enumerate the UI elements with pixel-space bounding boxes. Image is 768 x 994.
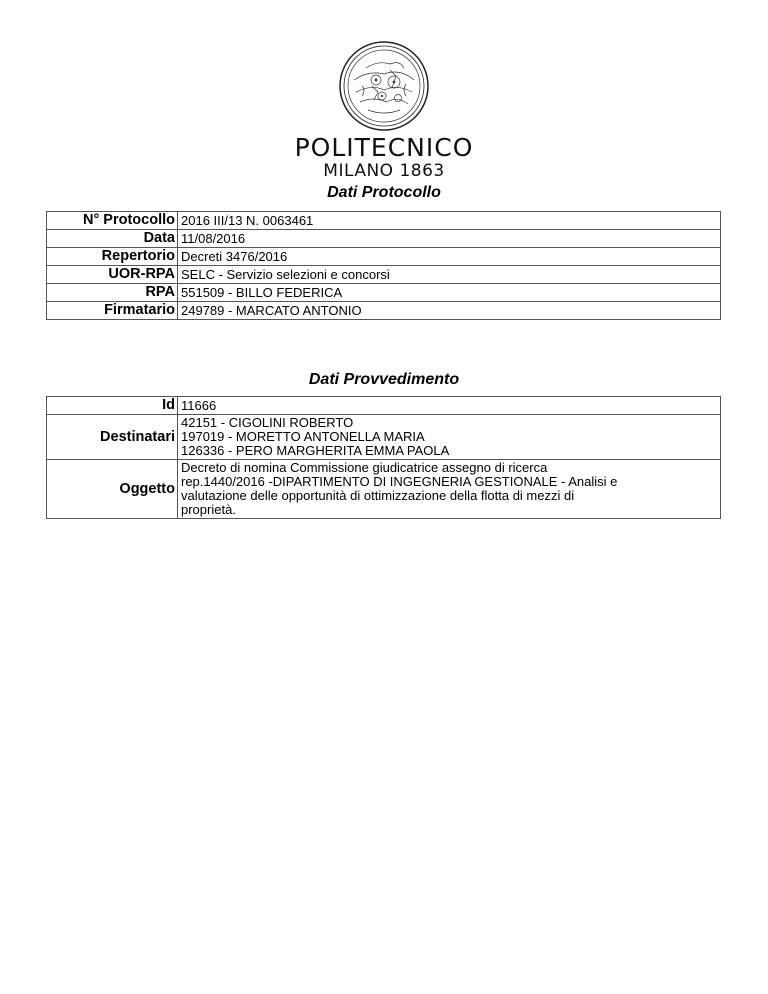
politecnico-seal-icon xyxy=(338,40,430,132)
oggetto-line: rep.1440/2016 -DIPARTIMENTO DI INGEGNERIA GESTIONALE - Analisi e xyxy=(181,474,618,489)
provvedimento-title: Dati Provvedimento xyxy=(308,371,460,388)
table-row xyxy=(47,284,721,302)
row-label: RPA xyxy=(47,284,178,302)
protocollo-table xyxy=(46,211,721,320)
logo xyxy=(0,40,768,180)
provvedimento-table xyxy=(46,396,721,519)
oggetto-line: Decreto di nomina Commissione giudicatrice assegno di ricerca xyxy=(181,460,548,475)
row-value: Decreti 3476/2016 xyxy=(178,248,721,266)
row-value: 249789 - MARCATO ANTONIO xyxy=(178,302,721,320)
table-row xyxy=(47,230,721,248)
row-label: N° Protocollo xyxy=(47,212,178,230)
row-value: 551509 - BILLO FEDERICA xyxy=(178,284,721,302)
table-row xyxy=(47,415,721,460)
row-value: 11/08/2016 xyxy=(178,230,721,248)
destinatari-label: Destinatari xyxy=(47,415,178,460)
table-row xyxy=(47,460,721,519)
table-row xyxy=(47,212,721,230)
id-label: Id xyxy=(47,397,178,415)
table-row xyxy=(47,302,721,320)
destinatario-item: 42151 - CIGOLINI ROBERTO xyxy=(181,415,354,430)
logo-subtitle: MILANO 1863 xyxy=(323,161,445,181)
table-row xyxy=(47,266,721,284)
row-label: Data xyxy=(47,230,178,248)
table-row xyxy=(47,397,721,415)
row-value: SELC - Servizio selezioni e concorsi xyxy=(178,266,721,284)
table-row xyxy=(47,248,721,266)
destinatario-item: 197019 - MORETTO ANTONELLA MARIA xyxy=(181,429,425,444)
row-value: 2016 III/13 N. 0063461 xyxy=(178,212,721,230)
destinatario-item: 126336 - PERO MARGHERITA EMMA PAOLA xyxy=(181,443,450,458)
oggetto-line: valutazione delle opportunità di ottimizzazione della flotta di mezzi di xyxy=(181,488,575,503)
logo-name: POLITECNICO xyxy=(294,133,474,162)
row-label: Firmatario xyxy=(47,302,178,320)
destinatari-value xyxy=(178,415,721,460)
id-value: 11666 xyxy=(178,397,721,415)
row-label: UOR-RPA xyxy=(47,266,178,284)
oggetto-label: Oggetto xyxy=(47,460,178,519)
protocollo-title: Dati Protocollo xyxy=(327,184,441,201)
oggetto-value xyxy=(178,460,721,519)
row-label: Repertorio xyxy=(47,248,178,266)
oggetto-line: proprietà. xyxy=(181,502,236,517)
